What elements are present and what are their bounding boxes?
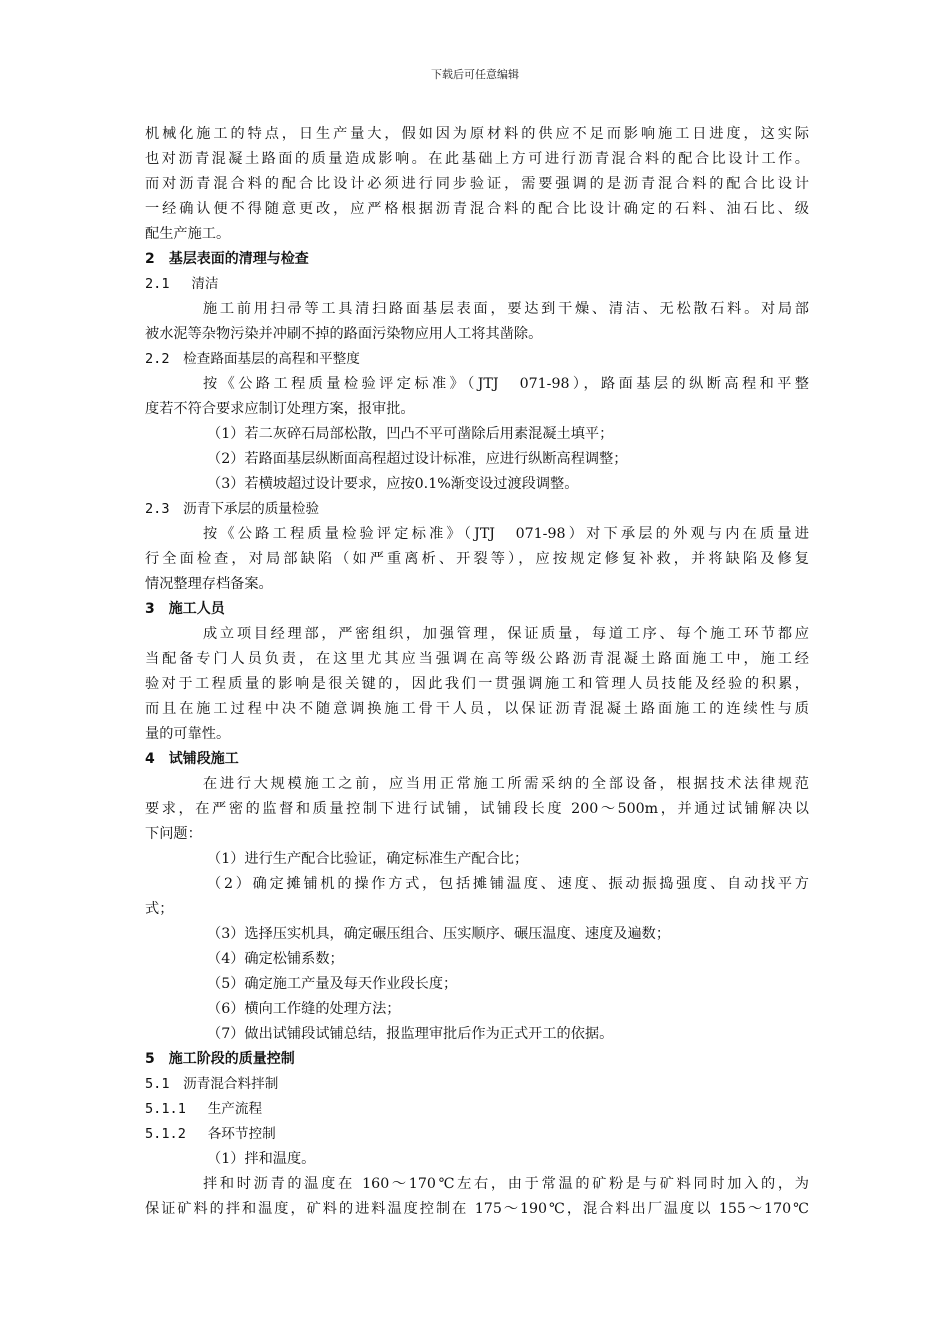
text-line: 式； — [145, 901, 174, 917]
text-line: 下问题： — [145, 826, 202, 842]
subsection-heading: 5.1.1 生产流程 — [145, 1101, 263, 1117]
section-heading: 2 基层表面的清理与检查 — [145, 251, 309, 267]
list-item: （1）进行生产配合比验证，确定标准生产配合比； — [207, 851, 529, 867]
list-item: （3）选择压实机具，确定碾压组合、压实顺序、碾压温度、速度及遍数； — [207, 926, 671, 942]
list-item: （4）确定松铺系数； — [207, 951, 344, 967]
text-line: 机械化施工的特点，日生产量大，假如因为原材料的供应不足而影响施工日进度，这实际 — [145, 126, 809, 142]
list-item: （1）拌和温度。 — [207, 1151, 316, 1167]
subsection-heading: 5.1 沥青混合料拌制 — [145, 1076, 279, 1092]
subsection-heading: 2.1 清洁 — [145, 276, 219, 292]
list-item: （6）横向工作缝的处理方法； — [207, 1001, 401, 1017]
text-line: 情况整理存档备案。 — [145, 576, 273, 592]
text-line: 验对于工程质量的影响是很关键的，因此我们一贯强调施工和管理人员技能及经验的积累， — [145, 676, 809, 692]
text-line: 度若不符合要求应制订处理方案，报审批。 — [145, 401, 415, 417]
list-item: （2）确定摊铺机的操作方式，包括摊铺温度、速度、振动振捣强度、自动找平方 — [207, 876, 809, 892]
section-heading: 4 试铺段施工 — [145, 751, 239, 767]
section-heading: 5 施工阶段的质量控制 — [145, 1051, 295, 1067]
section-heading: 3 施工人员 — [145, 601, 225, 617]
text-line: 按《公路工程质量检验评定标准》（JTJ 071-98）对下承层的外观与内在质量进 — [203, 526, 809, 542]
text-line: 拌和时沥青的温度在 160～170℃左右，由于常温的矿粉是与矿料同时加入的，为 — [203, 1176, 809, 1192]
text-line: 要求，在严密的监督和质量控制下进行试铺，试铺段长度 200～500m，并通过试铺解决以 — [145, 801, 809, 817]
text-line: 保证矿料的拌和温度，矿料的进料温度控制在 175～190℃，混合料出厂温度以 155～170℃ — [145, 1201, 809, 1217]
page-header: 下载后可任意编辑 — [431, 68, 519, 81]
text-line: 行全面检查，对局部缺陷（如严重离析、开裂等），应按规定修复补救，并将缺陷及修复 — [145, 551, 809, 567]
list-item: （3）若横坡超过设计要求，应按0.1%渐变设过渡段调整。 — [207, 476, 579, 492]
text-line: 成立项目经理部，严密组织，加强管理，保证质量，每道工序、每个施工环节都应 — [203, 626, 809, 642]
text-line: 施工前用扫帚等工具清扫路面基层表面，要达到干燥、清洁、无松散石料。对局部 — [203, 301, 809, 317]
text-line: 配生产施工。 — [145, 226, 231, 242]
subsection-heading: 5.1.2 各环节控制 — [145, 1126, 276, 1142]
list-item: （7）做出试铺段试铺总结，报监理审批后作为正式开工的依据。 — [207, 1026, 614, 1042]
text-line: 按《公路工程质量检验评定标准》（JTJ 071-98），路面基层的纵断高程和平整 — [203, 376, 809, 392]
subsection-heading: 2.3 沥青下承层的质量检验 — [145, 501, 320, 517]
subsection-heading: 2.2 检查路面基层的高程和平整度 — [145, 351, 360, 367]
text-line: 一经确认便不得随意更改，应严格根据沥青混合料的配合比设计确定的石料、油石比、级 — [145, 201, 809, 217]
document-body — [145, 122, 809, 1222]
list-item: （2）若路面基层纵断面高程超过设计标准，应进行纵断高程调整； — [207, 451, 628, 467]
list-item: （5）确定施工产量及每天作业段长度； — [207, 976, 458, 992]
text-line: 当配备专门人员负责，在这里尤其应当强调在高等级公路沥青混凝土路面施工中，施工经 — [145, 651, 809, 667]
text-line: 在进行大规模施工之前，应当用正常施工所需采纳的全部设备，根据技术法律规范 — [203, 776, 809, 792]
text-line: 而且在施工过程中决不随意调换施工骨干人员，以保证沥青混凝土路面施工的连续性与质 — [145, 701, 809, 717]
list-item: （1）若二灰碎石局部松散，凹凸不平可凿除后用素混凝土填平； — [207, 426, 614, 442]
text-line: 量的可靠性。 — [145, 726, 231, 742]
text-line: 也对沥青混凝土路面的质量造成影响。在此基础上方可进行沥青混合料的配合比设计工作。 — [145, 151, 809, 167]
text-line: 被水泥等杂物污染并冲刷不掉的路面污染物应用人工将其凿除。 — [145, 326, 543, 342]
text-line: 而对沥青混合料的配合比设计必须进行同步验证，需要强调的是沥青混合料的配合比设计 — [145, 176, 809, 192]
